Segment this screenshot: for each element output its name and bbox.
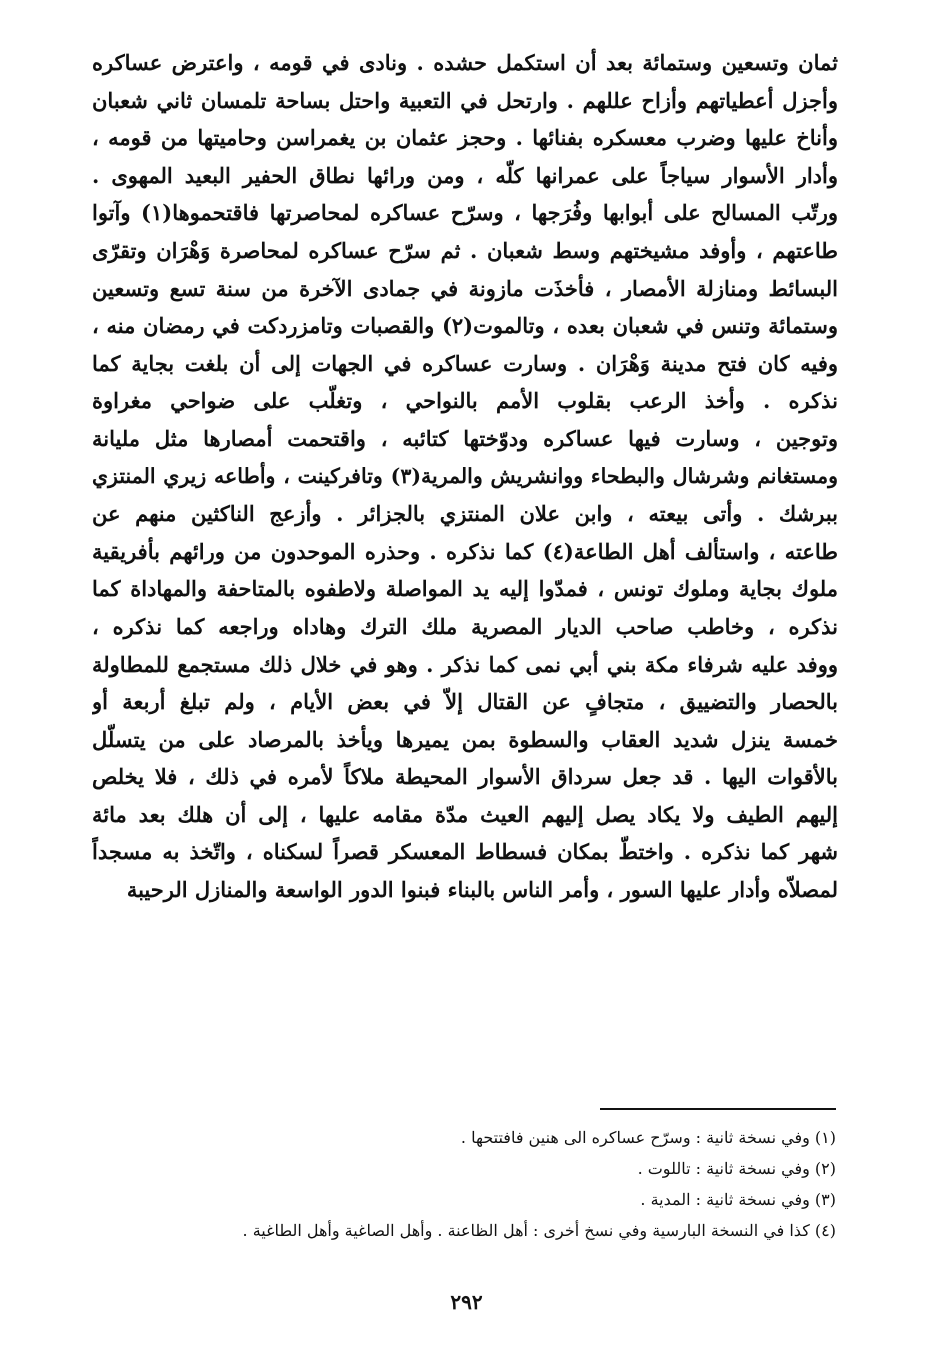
- footnote-4: (٤) كذا في النسخة البارسية وفي نسخ أخرى : أهل الظاعنة . وأهل الصاغية وأهل الطاغية .: [242, 1221, 836, 1240]
- text-line-1: ثمان وتسعين وستمائة بعد أن استكمل حشده . ونادى في قومه ، واعترض عساكره: [92, 50, 838, 75]
- footnote-1: (١) وفي نسخة ثانية : وسرّح عساكره الى هنين فافتتحها .: [460, 1128, 836, 1147]
- main-text-block: [92, 44, 838, 909]
- text-line-21: إليهم الطيف ولا يكاد يصل إليهم العيث مدّة مقامه عليها ، إلى أن هلك بعد مائة: [92, 801, 838, 827]
- text-line-11: وتوجين ، وسارت فيها عساكره ودوّختها كتائبه ، واقتحمت أمصارها مثل مليانة: [92, 425, 838, 451]
- text-line-6: طاعتهم ، وأوفد مشيختهم وسط شعبان . ثم سرّح عساكره لمحاصرة وَهْرَان وتقرّى: [92, 237, 838, 263]
- text-line-15: ملوك بجاية وملوك تونس ، فمدّوا إليه يد المواصلة ولاطفوه بالمتاحفة والمهاداة كما: [92, 576, 838, 602]
- footnote-separator: [600, 1108, 836, 1110]
- text-line-22: شهر كما نذكره . واختطّ بمكان فسطاط المعسكر قصراً لسكناه ، واتّخذ به مسجداً: [92, 839, 838, 865]
- text-line-19: خمسة ينزل شديد العقاب والسطوة بمن يميرها ويأخذ بالمرصاد على من يتسلّل: [92, 726, 838, 752]
- text-line-7: البسائط ومنازلة الأمصار ، فأخذَت مازونة في جمادى الآخرة من سنة تسع وتسعين: [92, 275, 838, 301]
- text-line-8: وستمائة وتنس في شعبان بعده ، وتالموت(٢) والقصبات وتامزردكت في رمضان منه ،: [92, 313, 838, 339]
- text-line-14: طاعته ، واستألف أهل الطاعة(٤) كما نذكره . وحذره الموحدون من ورائهم بأفريقية: [92, 538, 838, 564]
- text-line-16: نذكره ، وخاطب صاحب الديار المصرية ملك الترك وهاداه وراجعه كما نذكره ،: [92, 613, 838, 639]
- text-line-12: ومستغانم وشرشال والبطحاء ووانشريش والمرية(٣) وتافركينت ، وأطاعه زيري المنتزي: [92, 463, 838, 488]
- text-line-18: بالحصار والتضييق ، متجافٍ عن القتال إلاّ في بعض الأيام ، ولم تبلغ أربعة أو: [92, 689, 838, 715]
- footnotes: [136, 1122, 836, 1246]
- text-line-3: وأناخ عليها وضرب معسكره بفنائها . وحجز عثمان بن يغمراسن وحاميتها من قومه ،: [92, 125, 838, 151]
- text-line-23: لمصلاّه وأدار عليها السور ، وأمر الناس بالبناء فبنوا الدور الواسعة والمنازل الرحيبة: [126, 877, 838, 903]
- text-line-20: بالأقوات اليها . قد جعل سرداق الأسوار المحيطة ملاكاً لأمره في ذلك ، فلا يخلص: [92, 764, 838, 790]
- text-line-4: وأدار الأسوار سياجاً على عمرانها كلّه ، ومن ورائها نطاق الحفير البعيد المهوى .: [92, 162, 838, 188]
- page-number: ٢٩٢: [450, 1290, 483, 1314]
- text-line-5: ورتّب المسالح على أبوابها وفُرَجها ، وسرّح عساكره لمحاصرتها فاقتحموها(١) وآتوا: [92, 200, 838, 226]
- text-line-13: ببرشك . وأتى بيعته ، وابن علان المنتزي بالجزائر . وأزعج الناكثين منهم عن: [92, 501, 838, 527]
- text-line-2: وأجزل أعطياتهم وأزاح عللهم . وارتحل في التعبية واحتل بساحة تلمسان ثاني شعبان: [92, 87, 838, 113]
- text-line-17: ووفد عليه شرفاء مكة بني أبي نمى كما نذكر . وهو في خلال ذلك مستجمع للمطاولة: [92, 651, 838, 677]
- footnote-3: (٣) وفي نسخة ثانية : المدية .: [640, 1190, 836, 1209]
- footnote-2: (٢) وفي نسخة ثانية : تاللوت .: [637, 1159, 836, 1178]
- text-line-10: نذكره . وأخذ الرعب بقلوب الأمم بالنواحي ، وتغلّب على ضواحي مغراوة: [92, 388, 838, 414]
- text-line-9: وفيه كان فتح مدينة وَهْرَان . وسارت عساكره في الجهات إلى أن بلغت بجاية كما: [92, 350, 838, 376]
